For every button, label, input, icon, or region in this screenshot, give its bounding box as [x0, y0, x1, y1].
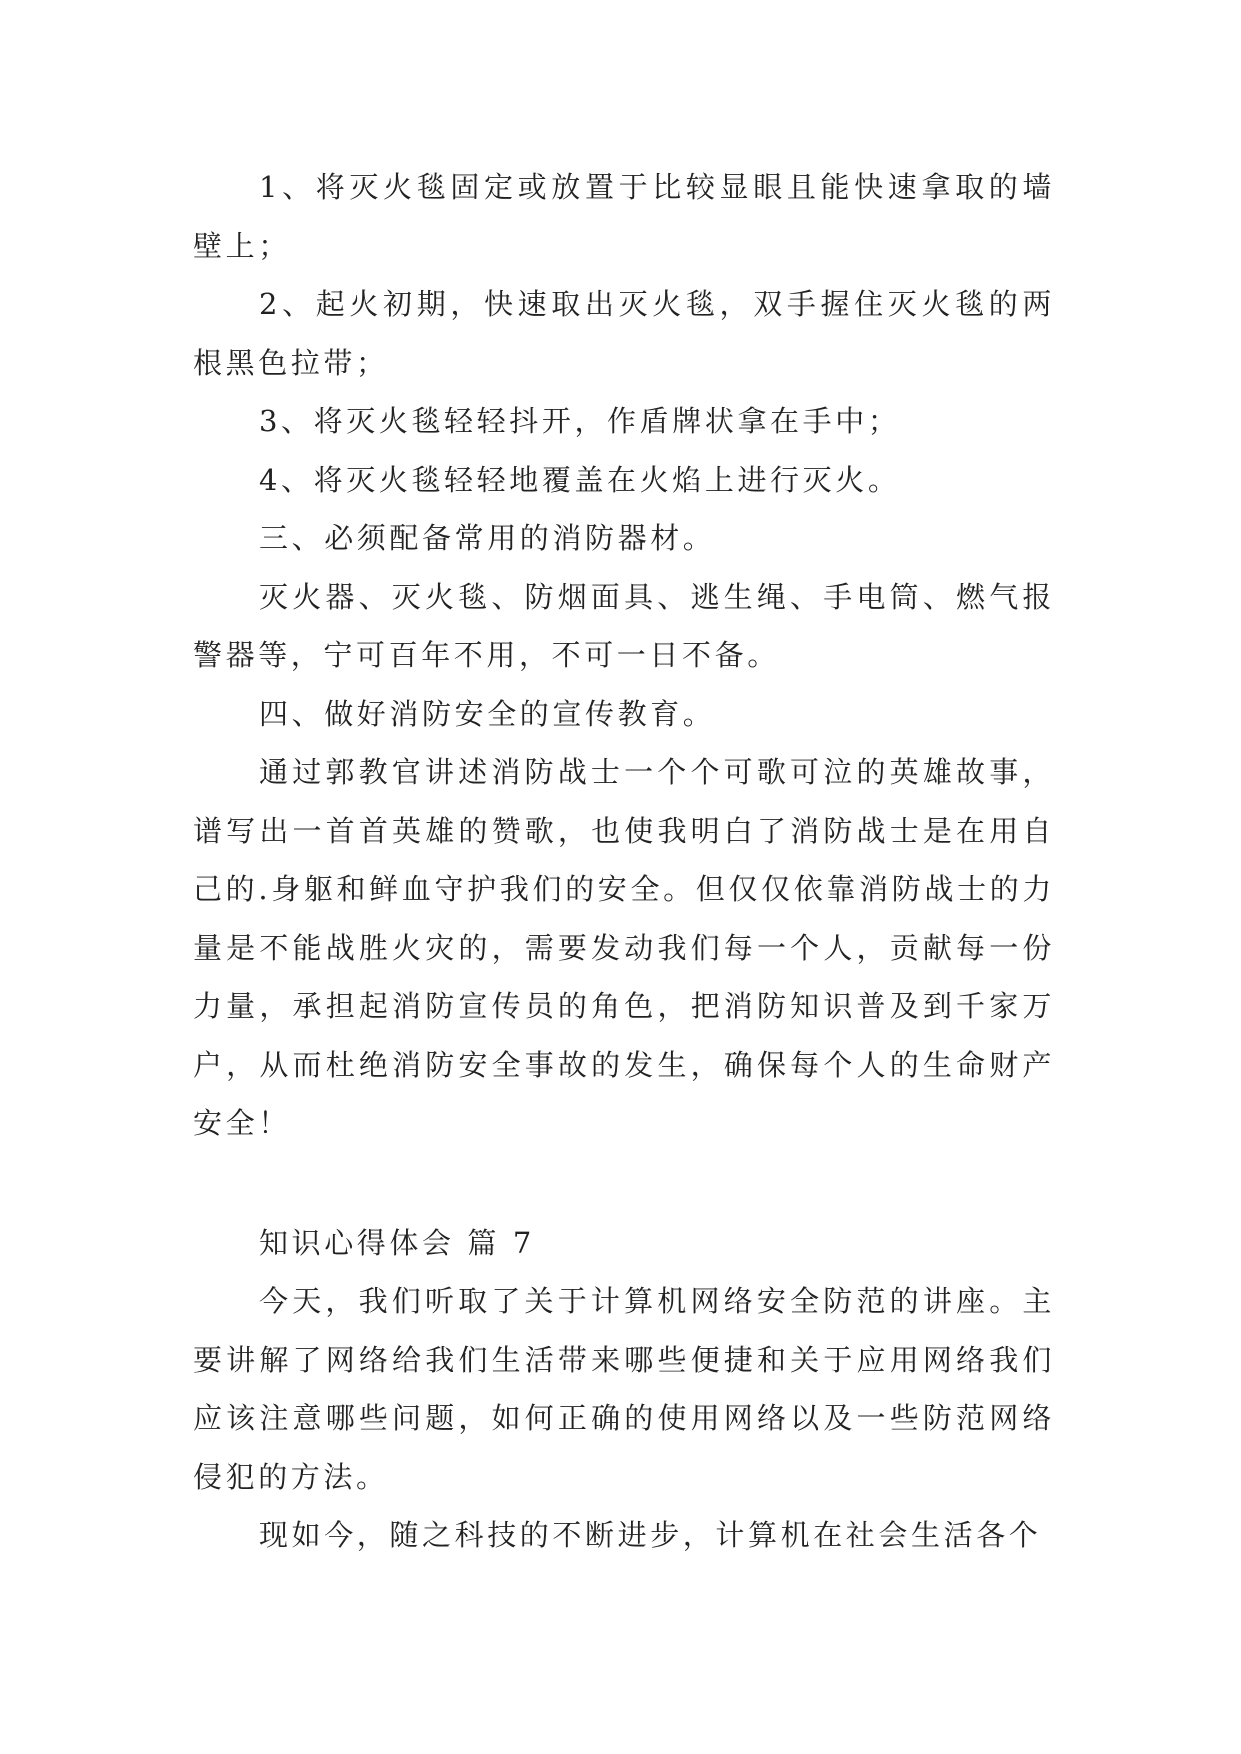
- section-title: 知识心得体会 篇 7: [259, 1226, 535, 1260]
- body-text-bottom: [193, 1272, 1055, 1565]
- paragraph: 2、起火初期，快速取出灭火毯，双手握住灭火毯的两根黑色拉带；: [193, 287, 1055, 380]
- paragraph: 通过郭教官讲述消防战士一个个可歌可泣的英雄故事，谱写出一首首英雄的赞歌，也使我明白了消防战士是在用自己的.身躯和鲜血守护我们的安全。但仅仅依靠消防战士的力量是不能战胜火灾的，需要发动我们每一个人，贡献每一份力量，承担起消防宣传员的角色，把消防知识普及到千家万户，从而杜绝消防安全事故的发生，确保每个人的生命财产安全！: [193, 755, 1055, 1140]
- paragraph: 现如今，随之科技的不断进步，计算机在社会生活各个: [259, 1518, 1042, 1552]
- paragraph: 灭火器、灭火毯、防烟面具、逃生绳、手电筒、燃气报警器等，宁可百年不用，不可一日不备。: [193, 579, 1055, 672]
- paragraph: 4、将灭火毯轻轻地覆盖在火焰上进行灭火。: [259, 462, 901, 497]
- paragraph: 今天，我们听取了关于计算机网络安全防范的讲座。主要讲解了网络给我们生活带来哪些便捷和关于应用网络我们应该注意哪些问题，如何正确的使用网络以及一些防范网络侵犯的方法。: [193, 1284, 1055, 1494]
- paragraph: 1、将灭火毯固定或放置于比较显眼且能快速拿取的墙壁上；: [193, 170, 1055, 263]
- paragraph: 四、做好消防安全的宣传教育。: [259, 696, 716, 731]
- paragraph: 三、必须配备常用的消防器材。: [259, 521, 716, 555]
- body-text-top: [193, 158, 1055, 1153]
- paragraph: 3、将灭火毯轻轻抖开，作盾牌状拿在手中；: [259, 404, 901, 438]
